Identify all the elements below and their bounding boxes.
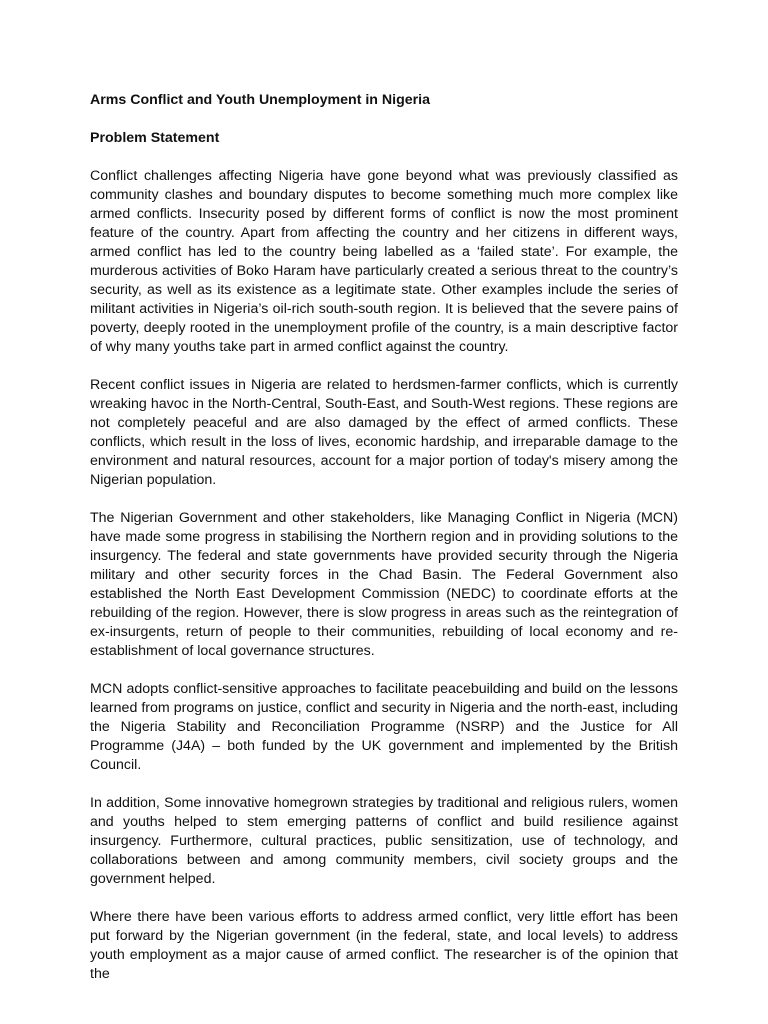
paragraph: Where there have been various efforts to address armed conflict, very little effort has been put forward by the Nigerian government (in the federal, state, and local levels) to address youth employment as a major cause of armed conflict. The researcher is of the opinion that the [90,909,678,982]
document-title: Arms Conflict and Youth Unemployment in Nigeria [90,92,431,108]
paragraph: The Nigerian Government and other stakeholders, like Managing Conflict in Nigeria (MCN) have made some progress in stabilising the Northern region and in providing solutions to the insurgency. The federal and state governments have provided security through the Nigeria military and other security forces in the Chad Basin. The Federal Government also established the North East Development Commission (NEDC) to coordinate efforts at the rebuilding of the region. However, there is slow progress in areas such as the reintegration of ex-insurgents, return of people to their communities, rebuilding of local economy and re-establishment of local governance structures. [90,510,678,659]
paragraph: Recent conflict issues in Nigeria are related to herdsmen-farmer conflicts, which is currently wreaking havoc in the North-Central, South-East, and South-West regions. These regions are not completely peaceful and are also damaged by the effect of armed conflicts. These conflicts, which result in the loss of lives, economic hardship, and irreparable damage to the environment and natural resources, account for a major portion of today's misery among the Nigerian population. [90,377,678,488]
section-heading: Problem Statement [90,130,220,146]
paragraph: In addition, Some innovative homegrown strategies by traditional and religious rulers, women and youths helped to stem emerging patterns of conflict and build resilience against insurgency. Furthermore, cultural practices, public sensitization, use of technology, and collaborations between and among community members, civil society groups and the government helped. [90,795,678,887]
paragraph: MCN adopts conflict-sensitive approaches to facilitate peacebuilding and build on the lessons learned from programs on justice, conflict and security in Nigeria and the north-east, including the Nigeria Stability and Reconciliation Programme (NSRP) and the Justice for All Programme (J4A) – both funded by the UK government and implemented by the British Council. [90,681,678,773]
document-page [90,91,678,1003]
paragraph: Conflict challenges affecting Nigeria have gone beyond what was previously classified as community clashes and boundary disputes to become something much more complex like armed conflicts. Insecurity posed by different forms of conflict is now the most prominent feature of the country. Apart from affecting the country and her citizens in different ways, armed conflict has led to the country being labelled as a ‘failed state’. For example, the murderous activities of Boko Haram have particularly created a serious threat to the country’s security, as well as its existence as a legitimate state. Other examples include the series of militant activities in Nigeria’s oil-rich south-south region. It is believed that the severe pains of poverty, deeply rooted in the unemployment profile of the country, is a main descriptive factor of why many youths take part in armed conflict against the country. [90,168,678,355]
